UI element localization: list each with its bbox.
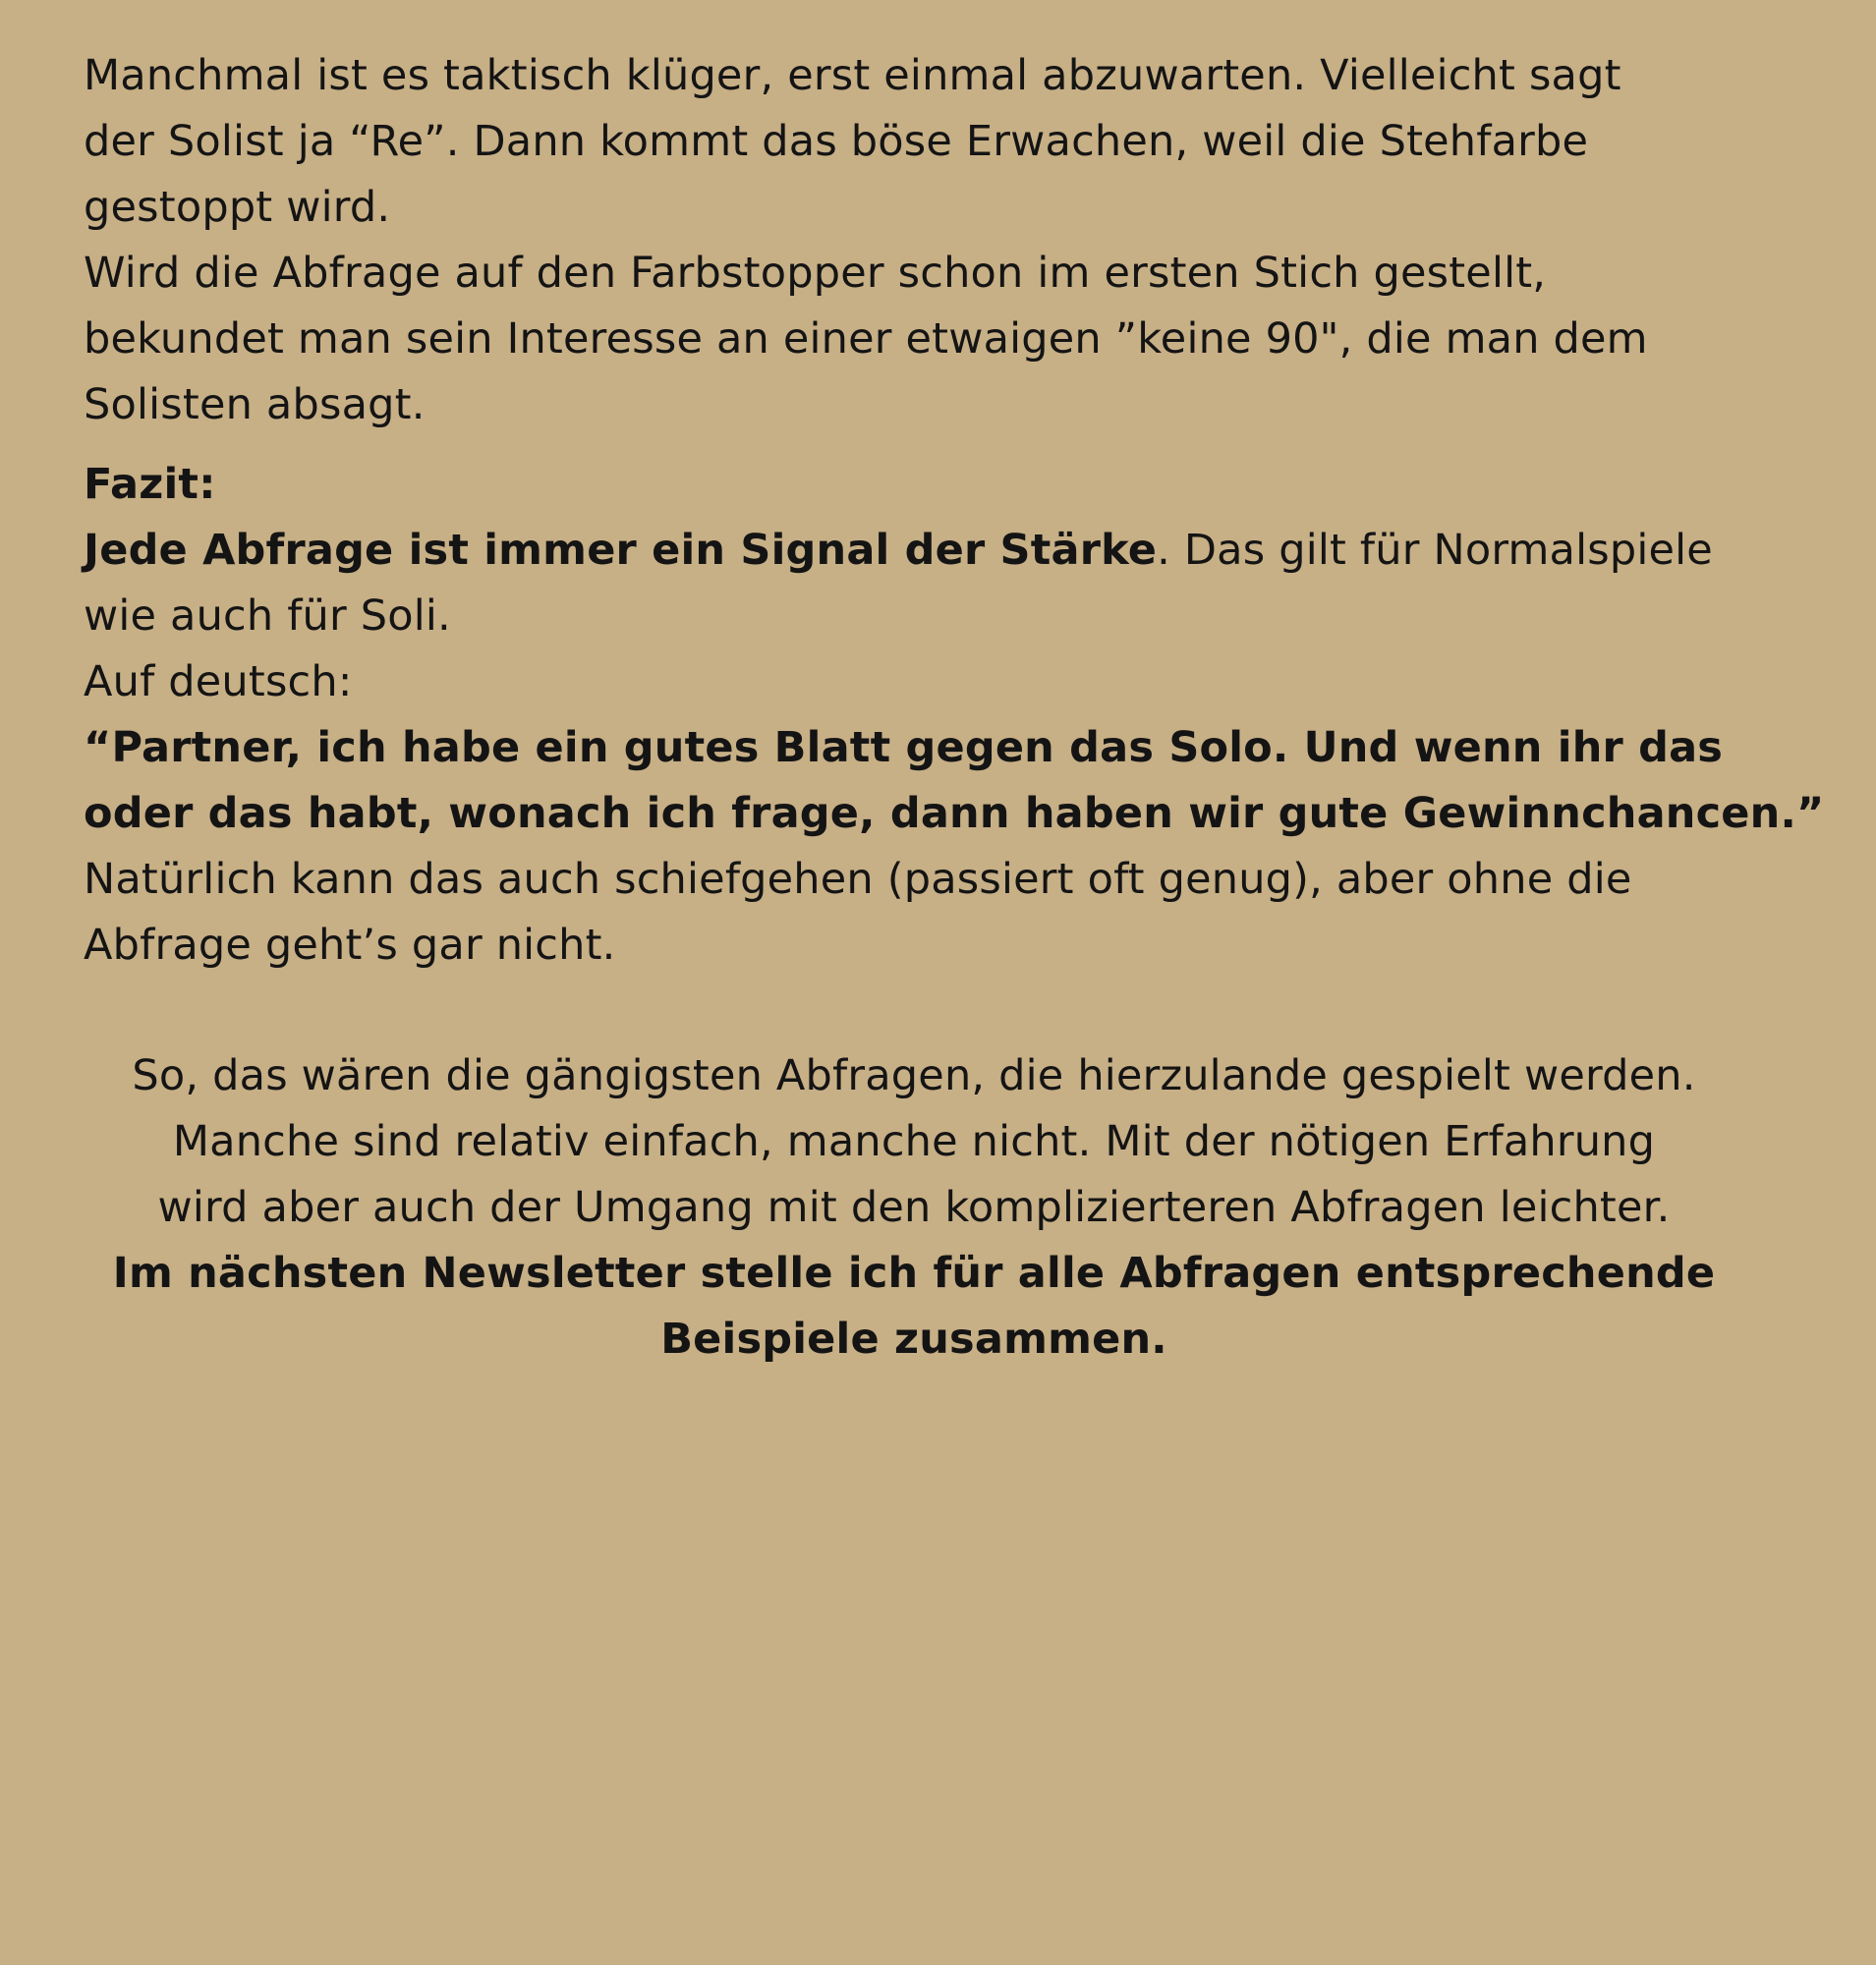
quote-line: oder das habt, wonach ich frage, dann haben wir gute Gewinnchancen.” bbox=[84, 789, 1825, 838]
intro-line: bekundet man sein Interesse an einer etwaigen ”keine 90", die man dem bbox=[84, 314, 1648, 364]
note-line: Abfrage geht’s gar nicht. bbox=[84, 921, 616, 970]
note-line: Natürlich kann das auch schiefgehen (passiert oft genug), aber ohne die bbox=[84, 855, 1632, 904]
document-page bbox=[84, 43, 1825, 1373]
intro-line: Solisten absagt. bbox=[84, 380, 426, 429]
fazit-statement-rest: . Das gilt für Normalspiele bbox=[1157, 526, 1713, 575]
closing-line: wird aber auch der Umgang mit den komplizierteren Abfragen leichter. bbox=[157, 1183, 1671, 1232]
fazit-heading: Fazit: bbox=[84, 460, 216, 509]
closing-bold-line: Beispiele zusammen. bbox=[660, 1315, 1167, 1364]
fazit-statement bbox=[84, 518, 1813, 584]
section-spacer bbox=[84, 979, 1813, 1043]
closing-paragraph bbox=[84, 1043, 1744, 1373]
closing-line: So, das wären die gängigsten Abfragen, die hierzulande gespielt werden. bbox=[132, 1051, 1696, 1100]
closing-line: Manche sind relativ einfach, manche nicht. Mit der nötigen Erfahrung bbox=[172, 1117, 1656, 1166]
fazit-section bbox=[84, 452, 1825, 979]
intro-line: der Solist ja “Re”. Dann kommt das böse Erwachen, weil die Stehfarbe bbox=[84, 117, 1589, 166]
intro-paragraph bbox=[84, 43, 1813, 438]
quote-line: “Partner, ich habe ein gutes Blatt gegen das Solo. Und wenn ihr das bbox=[84, 723, 1724, 772]
fazit-statement-bold: Jede Abfrage ist immer ein Signal der Stärke bbox=[84, 526, 1158, 575]
closing-bold-line: Im nächsten Newsletter stelle ich für alle Abfragen entsprechende bbox=[112, 1249, 1716, 1298]
intro-line: gestoppt wird. bbox=[84, 183, 391, 232]
translation-label: Auf deutsch: bbox=[84, 657, 353, 706]
intro-line: Manchmal ist es taktisch klüger, erst einmal abzuwarten. Vielleicht sagt bbox=[84, 51, 1621, 100]
fazit-statement-continuation: wie auch für Soli. bbox=[84, 591, 451, 641]
intro-line: Wird die Abfrage auf den Farbstopper schon im ersten Stich gestellt, bbox=[84, 249, 1547, 298]
paragraph-spacer bbox=[84, 438, 1813, 452]
